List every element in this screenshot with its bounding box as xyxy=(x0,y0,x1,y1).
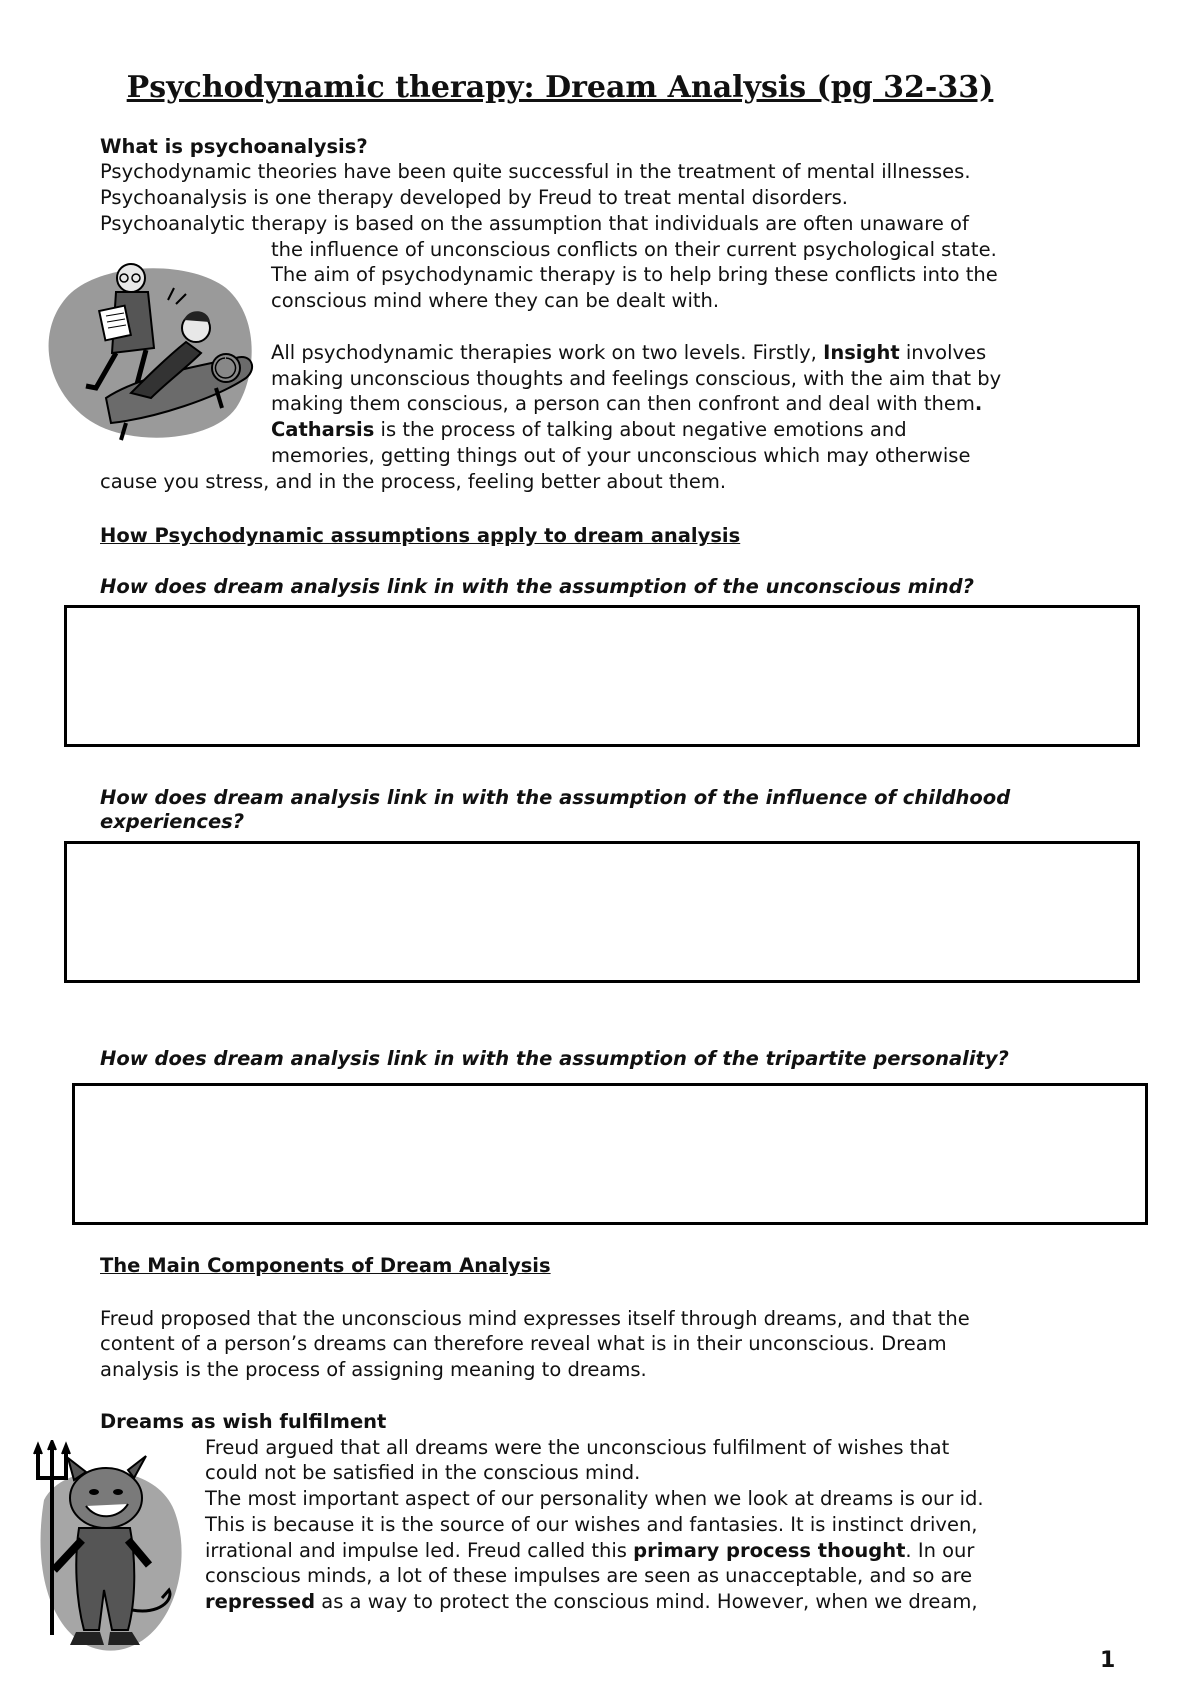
levels-line-3 xyxy=(271,391,982,417)
levels-line-4 xyxy=(271,417,907,443)
answer-box-childhood[interactable] xyxy=(64,841,1140,983)
wish-line: Freud argued that all dreams were the unconscious fulfilment of wishes that xyxy=(205,1436,950,1459)
wish-heading: Dreams as wish fulfilment xyxy=(100,1410,387,1433)
therapist-couch-illustration-icon xyxy=(36,258,266,448)
intro-line: conscious mind where they can be dealt with. xyxy=(271,289,720,312)
levels-line-5: memories, getting things out of your unconscious which may otherwise xyxy=(271,444,971,467)
question-tripartite: How does dream analysis link in with the assumption of the tripartite personality? xyxy=(100,1047,1009,1070)
intro-line: Psychoanalysis is one therapy developed by Freud to treat mental disorders. xyxy=(100,186,848,209)
intro-line: Psychoanalytic therapy is based on the assumption that individuals are often unaware of xyxy=(100,212,969,235)
wish-line: The most important aspect of our personality when we look at dreams is our id. xyxy=(205,1487,984,1510)
levels-line-6: cause you stress, and in the process, feeling better about them. xyxy=(100,470,727,493)
page-title: Psychodynamic therapy: Dream Analysis (pg 32-33) xyxy=(126,70,994,105)
wish-text: as a way to protect the conscious mind. However, when we dream, xyxy=(315,1590,978,1613)
components-line: Freud proposed that the unconscious mind expresses itself through dreams, and that the xyxy=(100,1307,970,1330)
wish-line xyxy=(205,1589,978,1615)
levels-text: . xyxy=(974,392,983,415)
components-heading: The Main Components of Dream Analysis xyxy=(100,1254,551,1277)
intro-line: Psychodynamic theories have been quite successful in the treatment of mental illnesses. xyxy=(100,160,971,183)
wish-text: irrational and impulse led. Freud called this xyxy=(205,1539,634,1562)
question-childhood-line2: experiences? xyxy=(100,810,245,833)
assumptions-heading: How Psychodynamic assumptions apply to dream analysis xyxy=(100,524,741,547)
levels-line-2: making unconscious thoughts and feelings conscious, with the aim that by xyxy=(271,367,1002,390)
components-line: content of a person’s dreams can therefore reveal what is in their unconscious. Dream xyxy=(100,1332,947,1355)
answer-box-tripartite[interactable] xyxy=(72,1083,1148,1225)
wish-line: This is because it is the source of our wishes and fantasies. It is instinct driven, xyxy=(205,1513,978,1536)
question-childhood-line1: How does dream analysis link in with the assumption of the influence of childhood xyxy=(100,786,1011,809)
levels-text: involves xyxy=(899,341,987,364)
intro-line: the influence of unconscious conflicts on their current psychological state. xyxy=(271,238,997,261)
wish-text: . In our xyxy=(905,1539,975,1562)
intro-line: The aim of psychodynamic therapy is to help bring these conflicts into the xyxy=(271,263,998,286)
devil-illustration-icon xyxy=(24,1440,194,1660)
answer-box-unconscious[interactable] xyxy=(64,605,1140,747)
levels-text: is the process of talking about negative emotions and xyxy=(374,418,907,441)
insight-term: Insight xyxy=(823,341,900,364)
repressed-term: repressed xyxy=(205,1590,316,1613)
page-number: 1 xyxy=(1100,1648,1116,1673)
wish-line: could not be satisfied in the conscious mind. xyxy=(205,1461,641,1484)
catharsis-term: Catharsis xyxy=(271,418,375,441)
wish-line: conscious minds, a lot of these impulses are seen as unacceptable, and so are xyxy=(205,1564,973,1587)
wish-line xyxy=(205,1538,974,1564)
primary-process-term: primary process thought xyxy=(633,1539,906,1562)
intro-heading: What is psychoanalysis? xyxy=(100,135,368,158)
levels-text: All psychodynamic therapies work on two levels. Firstly, xyxy=(271,341,824,364)
components-line: analysis is the process of assigning meaning to dreams. xyxy=(100,1358,647,1381)
levels-line-1 xyxy=(271,340,986,366)
question-unconscious: How does dream analysis link in with the assumption of the unconscious mind? xyxy=(100,575,974,598)
levels-text: making them conscious, a person can then confront and deal with them xyxy=(271,392,975,415)
